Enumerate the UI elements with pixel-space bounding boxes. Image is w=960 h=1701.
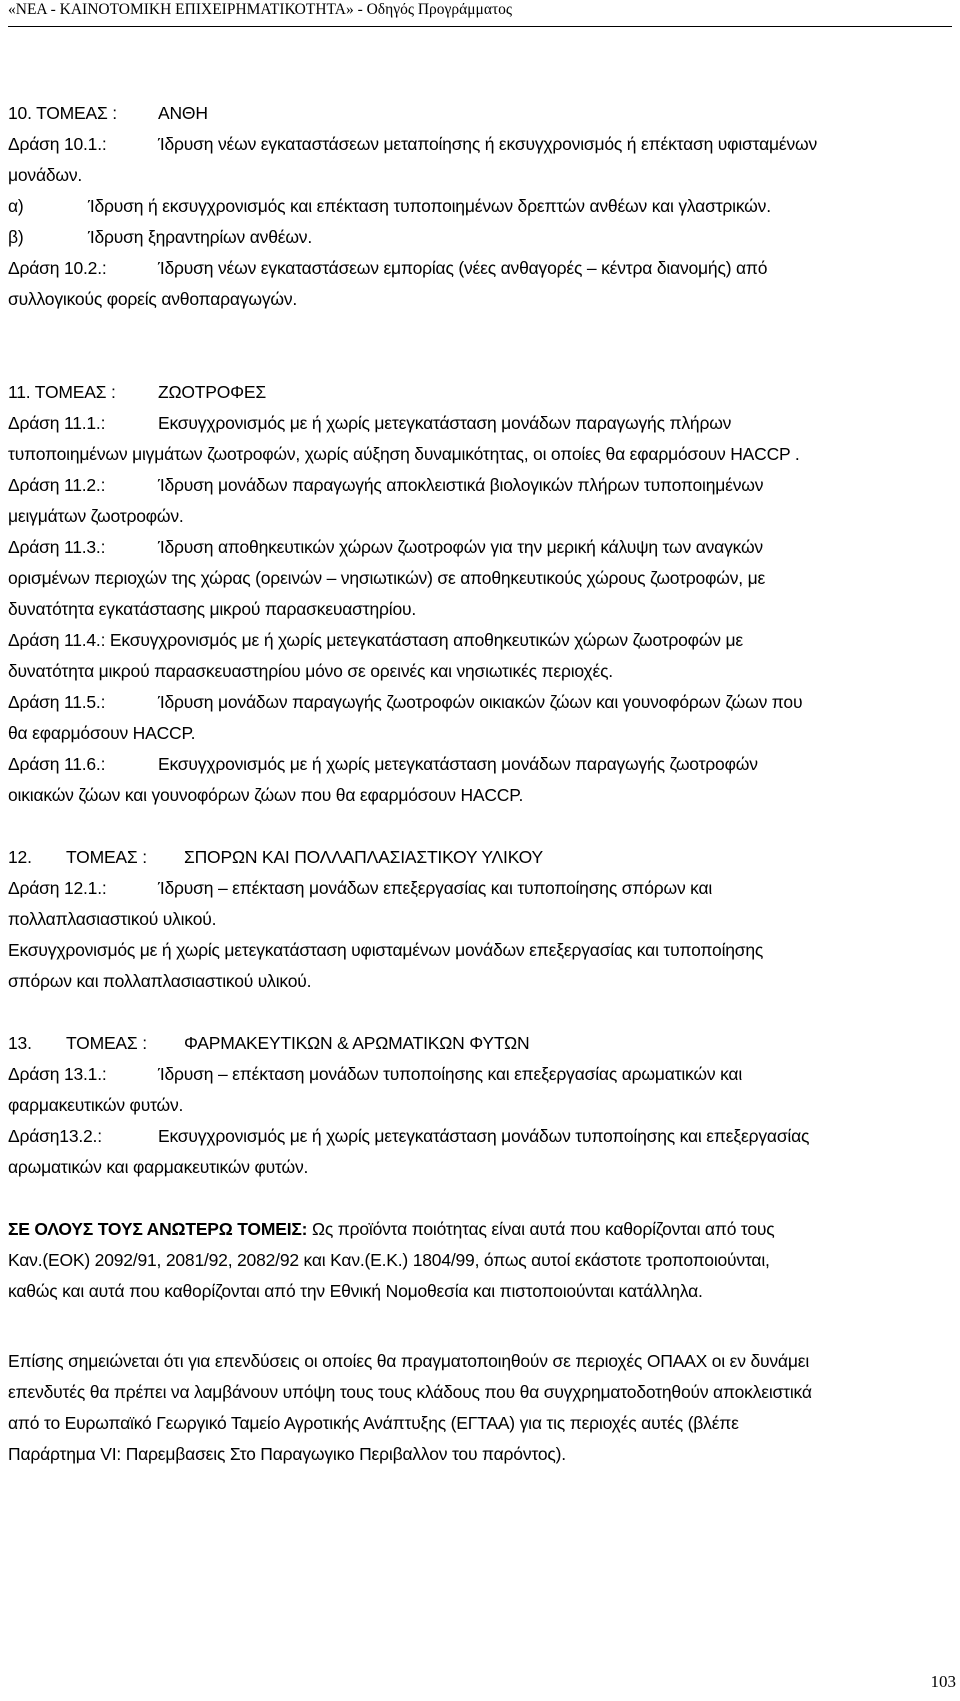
action-11-5: Δράση 11.5.: Ίδρυση μονάδων παραγωγής ζωοτροφών οικιακών ζώων και γουνοφόρων ζώων που [8, 692, 803, 712]
action-11-3-cont-1: ορισμένων περιοχών της χώρας (ορεινών – νησιωτικών) σε αποθηκευτικούς χώρους ζωοτροφών, με [8, 568, 766, 588]
sector-12-paragraph: Εκσυγχρονισμός με ή χωρίς μετεγκατάσταση υφισταμένων μονάδων επεξεργασίας και τυποποίησης [8, 940, 764, 960]
action-11-6-cont: οικιακών ζώων και γουνοφόρων ζώων που θα εφαρμόσουν HACCP. [8, 785, 524, 805]
closing-line-4: Παράρτημα VI: Παρεμβασεις Στο Παραγωγικο Περιβαλλον του παρόντος). [8, 1444, 566, 1464]
item-b: β) Ίδρυση ξηραντηρίων ανθέων. [8, 227, 313, 247]
action-11-2-cont: μειγμάτων ζωοτροφών. [8, 506, 184, 526]
closing-line-1: Επίσης σημειώνεται ότι για επενδύσεις οι οποίες θα πραγματοποιηθούν σε περιοχές ΟΠΑΑΧ οι εν δυνάμει [8, 1351, 810, 1371]
sector-11-heading: 11. ΤΟΜΕΑΣ : ΖΩΟΤΡΟΦΕΣ [8, 382, 267, 402]
action-11-1: Δράση 11.1.: Εκσυγχρονισμός με ή χωρίς μετεγκατάσταση μονάδων παραγωγής πλήρων [8, 413, 732, 433]
sector-13-heading: 13. ΤΟΜΕΑΣ : ΦΑΡΜΑΚΕΥΤΙΚΩΝ & ΑΡΩΜΑΤΙΚΩΝ ΦΥΤΩΝ [8, 1033, 530, 1053]
action-10-2-cont: συλλογικούς φορείς ανθοπαραγωγών. [8, 289, 298, 309]
closing-line-3: από το Ευρωπαϊκό Γεωργικό Ταμείο Αγροτικής Ανάπτυξης (ΕΓΤΑΑ) για τις περιοχές αυτές (βλέπε [8, 1413, 739, 1433]
page-header: «ΝΕΑ - ΚΑΙΝΟΤΟΜΙΚΗ ΕΠΙΧΕΙΡΗΜΑΤΙΚΟΤΗΤΑ» - Οδηγός Προγράμματος [8, 0, 952, 27]
closing-paragraph [8, 1346, 952, 1470]
all-sectors-note-line-3: καθώς και αυτά που καθορίζονται από την Εθνική Νομοθεσία και πιστοποιούνται κατάλληλα. [8, 1281, 703, 1301]
action-11-2: Δράση 11.2.: Ίδρυση μονάδων παραγωγής αποκλειστικά βιολογικών πλήρων τυποποιημένων [8, 475, 764, 495]
item-a: α) Ίδρυση ή εκσυγχρονισμός και επέκταση τυποποιημένων δρεπτών ανθέων και γλαστρικών. [8, 196, 771, 216]
action-11-3-cont-2: δυνατότητα εγκατάστασης μικρού παρασκευαστηρίου. [8, 599, 417, 619]
action-11-3: Δράση 11.3.: Ίδρυση αποθηκευτικών χώρων ζωοτροφών για την μερική κάλυψη των αναγκών [8, 537, 763, 557]
closing-line-2: επενδυτές θα πρέπει να λαμβάνουν υπόψη τους τους κλάδους που θα συγχρηματοδοτηθούν αποκλειστικά [8, 1382, 812, 1402]
all-sectors-note: ΣΕ ΟΛΟΥΣ ΤΟΥΣ ΑΝΩΤΕΡΩ ΤΟΜΕΙΣ: Ως προϊόντα ποιότητας είναι αυτά που καθορίζονται από τους [8, 1219, 775, 1239]
action-11-5-cont: θα εφαρμόσουν HACCP. [8, 723, 196, 743]
action-13-2-cont: αρωματικών και φαρμακευτικών φυτών. [8, 1157, 309, 1177]
action-11-6: Δράση 11.6.: Εκσυγχρονισμός με ή χωρίς μετεγκατάσταση μονάδων παραγωγής ζωοτροφών [8, 754, 758, 774]
all-sectors-note-line-2: Καν.(ΕΟΚ) 2092/91, 2081/92, 2082/92 και Καν.(Ε.Κ.) 1804/99, όπως αυτοί εκάστοτε τροποποιούνται, [8, 1250, 770, 1270]
action-12-1: Δράση 12.1.: Ίδρυση – επέκταση μονάδων επεξεργασίας και τυποποίησης σπόρων και [8, 878, 713, 898]
action-10-1-cont: μονάδων. [8, 165, 83, 185]
action-13-2: Δράση13.2.: Εκσυγχρονισμός με ή χωρίς μετεγκατάσταση μονάδων τυποποίησης και επεξεργασίας [8, 1126, 810, 1146]
page-number: 103 [930, 1672, 956, 1691]
action-13-1: Δράση 13.1.: Ίδρυση – επέκταση μονάδων τυποποίησης και επεξεργασίας αρωματικών και [8, 1064, 743, 1084]
action-10-1: Δράση 10.1.: Ίδρυση νέων εγκαταστάσεων μεταποίησης ή εκσυγχρονισμός ή επέκταση υφισταμένων [8, 134, 818, 154]
sector-12-paragraph-cont: σπόρων και πολλαπλασιαστικού υλικού. [8, 971, 312, 991]
action-11-4: Δράση 11.4.: Εκσυγχρονισμός με ή χωρίς μετεγκατάσταση αποθηκευτικών χώρων ζωοτροφών με [8, 630, 743, 650]
action-11-4-cont: δυνατότητα μικρού παρασκευαστηρίου μόνο σε ορεινές και νησιωτικές περιοχές. [8, 661, 613, 681]
sector-12-heading: 12. ΤΟΜΕΑΣ : ΣΠΟΡΩΝ ΚΑΙ ΠΟΛΛΑΠΛΑΣΙΑΣΤΙΚΟΥ ΥΛΙΚΟΥ [8, 847, 543, 867]
document-body [8, 98, 952, 1470]
action-10-2: Δράση 10.2.: Ίδρυση νέων εγκαταστάσεων εμπορίας (νέες ανθαγορές – κέντρα διανομής) από [8, 258, 768, 278]
action-12-1-cont: πολλαπλασιαστικού υλικού. [8, 909, 217, 929]
action-13-1-cont: φαρμακευτικών φυτών. [8, 1095, 184, 1115]
action-11-1-cont: τυποποιημένων μιγμάτων ζωοτροφών, χωρίς αύξηση δυναμικότητας, οι οποίες θα εφαρμόσουν HACCP . [8, 444, 800, 464]
sector-10-heading: 10. ΤΟΜΕΑΣ : ΑΝΘΗ [8, 103, 208, 123]
